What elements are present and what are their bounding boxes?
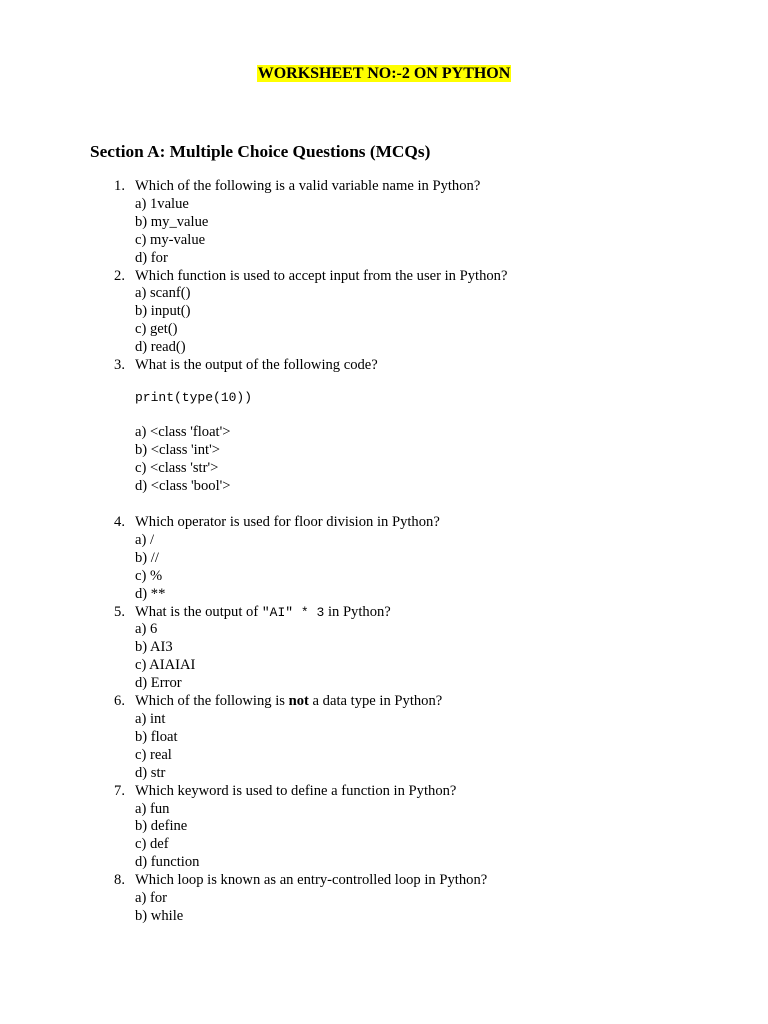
option-a: a) for: [135, 890, 168, 907]
option-a: a) /: [135, 531, 155, 548]
option-a: a) 1value: [135, 195, 189, 212]
question-text: Which loop is known as an entry-controlled loop in Python?: [135, 872, 488, 889]
question-number: 3.: [114, 357, 125, 374]
question-body: [135, 872, 768, 926]
question-body: [135, 357, 768, 514]
question-body: [135, 604, 768, 694]
spacer: [135, 496, 768, 514]
option-d: d) for: [135, 249, 168, 266]
question-text-start: Which of the following is: [135, 693, 289, 710]
question-text-start: What is the output of: [135, 603, 262, 620]
question-list: [0, 178, 768, 926]
option-b: b) my_value: [135, 213, 209, 230]
option-c: c) def: [135, 836, 169, 853]
inline-code: "AI" * 3: [261, 604, 325, 620]
option-b: b) input(): [135, 303, 191, 320]
option-b: b) float: [135, 728, 178, 745]
option-d: d) read(): [135, 339, 186, 356]
option-c: c) my-value: [135, 231, 206, 248]
question-number: 8.: [114, 872, 125, 889]
question-body: [135, 514, 768, 604]
question-8: [0, 872, 768, 926]
option-c: c) <class 'str'>: [135, 460, 219, 477]
question-body: [135, 178, 768, 268]
option-c: c) get(): [135, 321, 178, 338]
option-c: c) %: [135, 567, 163, 584]
question-7: [0, 783, 768, 873]
question-text: Which of the following is a valid variable name in Python?: [135, 178, 481, 194]
question-5: [0, 604, 768, 694]
section-heading: Section A: Multiple Choice Questions (MCQs): [90, 142, 431, 161]
question-text: [135, 604, 768, 622]
option-d: d) function: [135, 854, 200, 871]
option-b: b) AI3: [135, 639, 173, 656]
question-6: [0, 693, 768, 783]
option-c: c) AIAIAI: [135, 657, 196, 674]
question-number: 5.: [114, 603, 125, 620]
worksheet-title: WORKSHEET NO:-2 ON PYTHON: [257, 65, 511, 82]
emphasis-word: not: [288, 693, 309, 710]
question-body: [135, 783, 768, 873]
option-a: a) fun: [135, 800, 170, 817]
option-a: a) scanf(): [135, 285, 191, 302]
question-3: [0, 357, 768, 514]
option-d: d) <class 'bool'>: [135, 478, 231, 495]
option-a: a) int: [135, 710, 166, 727]
option-d: d) str: [135, 764, 166, 781]
option-c: c) real: [135, 746, 172, 763]
question-text-end: in Python?: [324, 603, 391, 620]
question-text: Which keyword is used to define a function in Python?: [135, 782, 457, 799]
question-1: [0, 178, 768, 268]
code-snippet: print(type(10)): [135, 390, 253, 406]
option-b: b) <class 'int'>: [135, 442, 220, 459]
option-b: b) //: [135, 549, 159, 566]
option-d: d) Error: [135, 675, 182, 692]
question-text: What is the output of the following code?: [135, 357, 378, 374]
option-b: b) define: [135, 818, 188, 835]
question-text: [135, 693, 768, 711]
option-d: d) **: [135, 585, 166, 602]
option-b: b) while: [135, 907, 184, 924]
question-number: 6.: [114, 693, 125, 710]
question-text-end: a data type in Python?: [308, 693, 443, 710]
question-text: Which operator is used for floor division in Python?: [135, 514, 440, 530]
question-4: [0, 514, 768, 604]
question-2: [0, 268, 768, 358]
question-number: 7.: [114, 782, 125, 799]
option-a: a) <class 'float'>: [135, 424, 231, 441]
title-container: [0, 64, 768, 84]
question-number: 4.: [114, 514, 125, 530]
question-text: Which function is used to accept input from the user in Python?: [135, 267, 508, 284]
option-a: a) 6: [135, 621, 158, 638]
question-number: 1.: [114, 178, 125, 194]
question-body: [135, 693, 768, 783]
question-number: 2.: [114, 267, 125, 284]
question-body: [135, 268, 768, 358]
